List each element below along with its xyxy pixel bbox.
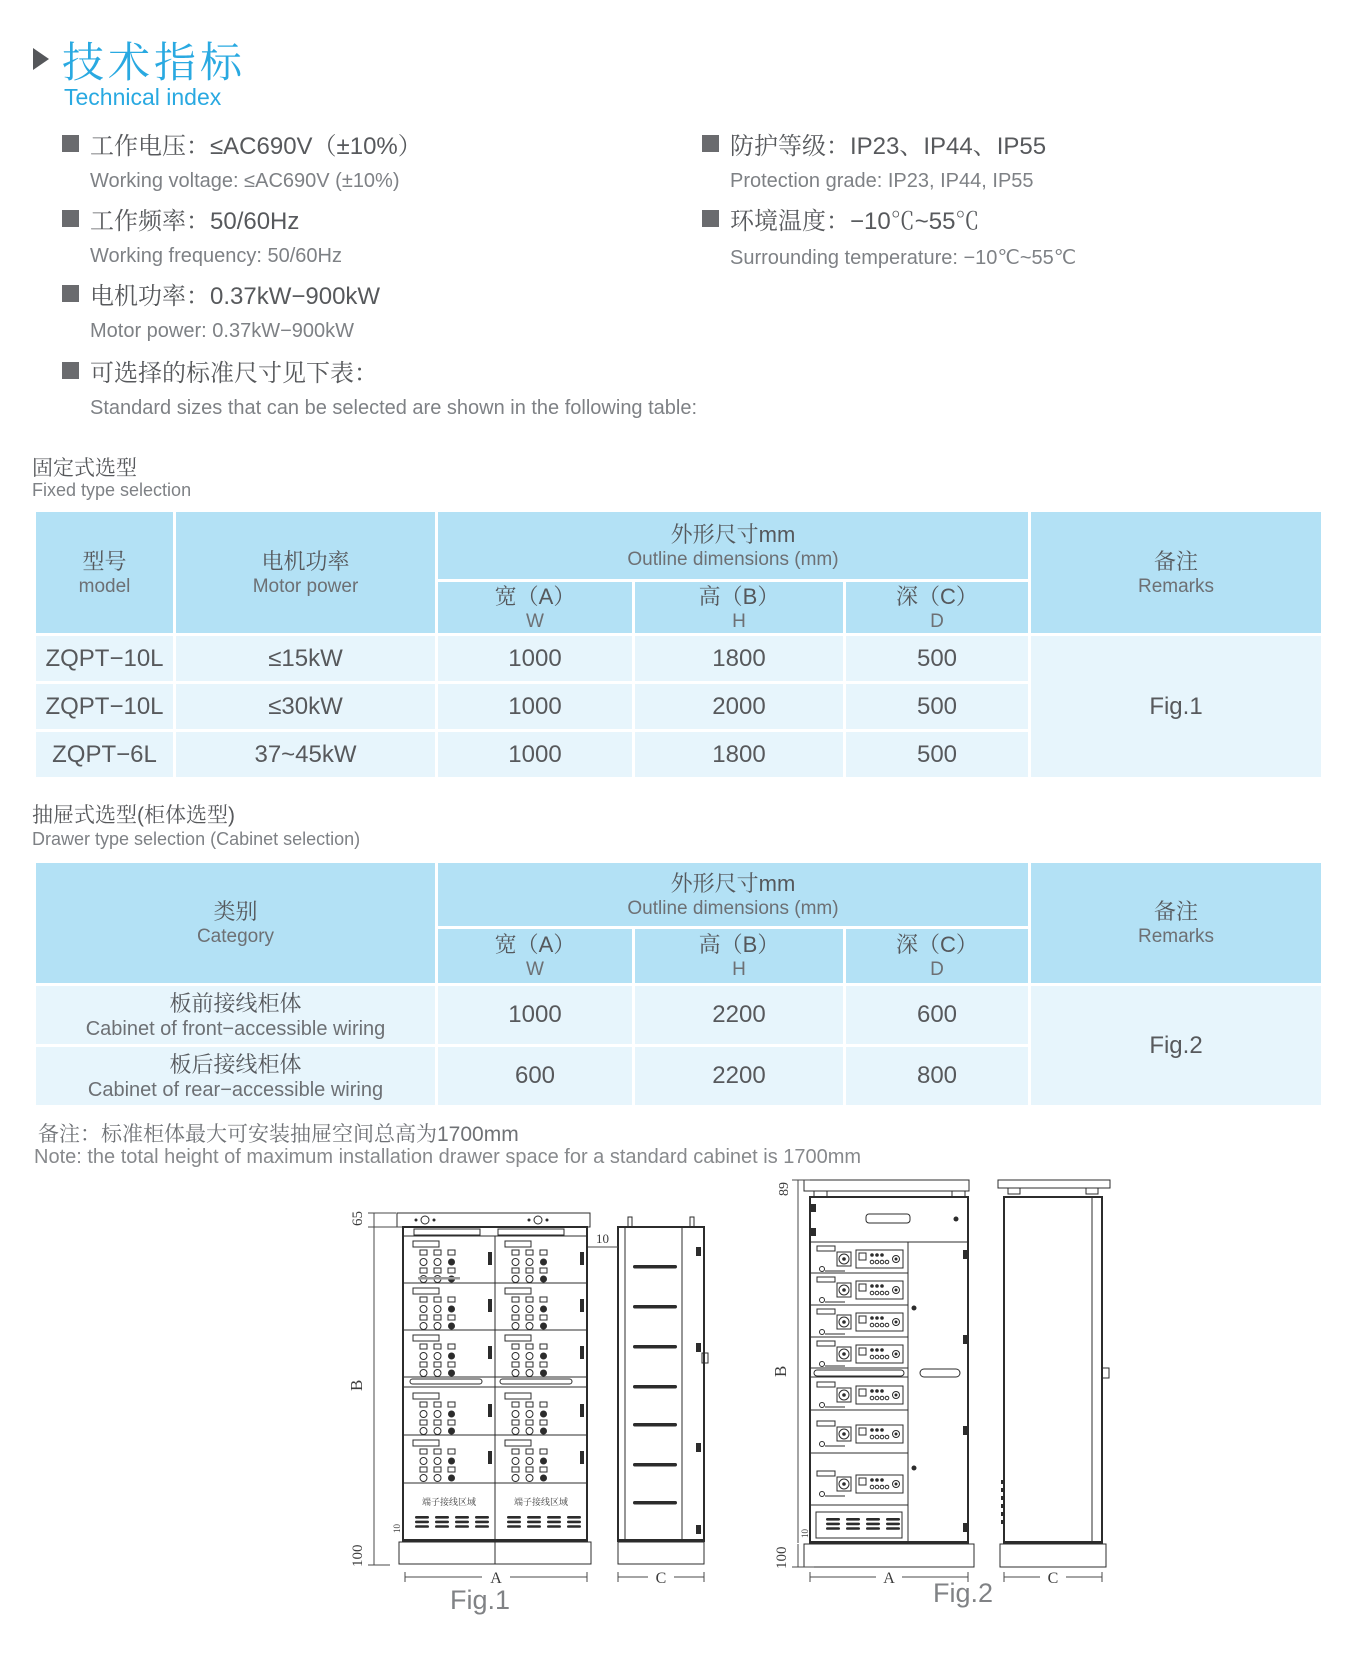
- spec-en: Standard sizes that can be selected are shown in the following table:: [90, 397, 698, 419]
- drawer-table-label-zh: 抽屉式选型(柜体选型): [32, 804, 235, 827]
- col-header-outline-dimensions: 外形尺寸mm Outline dimensions (mm): [437, 862, 1030, 928]
- tiny-nameplate-mark: [418, 1277, 460, 1280]
- cell-power: ≤30kW: [175, 683, 437, 731]
- cell-depth: 800: [845, 1046, 1030, 1107]
- cell-height: 1800: [634, 731, 845, 779]
- cell-depth: 500: [845, 731, 1030, 779]
- cell-width: 1000: [437, 683, 634, 731]
- cell-remarks: Fig.2: [1030, 985, 1323, 1107]
- cell-height: 1800: [634, 635, 845, 683]
- page-title-zh: 技术指标: [62, 39, 247, 86]
- square-bullet-icon: [702, 135, 719, 152]
- cell-height: 2200: [634, 1046, 845, 1107]
- spec-surrounding-temperature: [702, 201, 1076, 270]
- note-en: Note: the total height of maximum installation drawer space for a standard cabinet is 1700mm: [34, 1146, 862, 1168]
- square-bullet-icon: [62, 362, 79, 379]
- fig1-front-view: [397, 1213, 591, 1564]
- dim-label-C: C: [655, 1570, 667, 1587]
- spec-protection-grade: [702, 126, 1046, 193]
- dim-label-89: 89: [777, 1182, 792, 1196]
- col-header-outline-dimensions: 外形尺寸mm Outline dimensions (mm): [437, 511, 1030, 581]
- cell-category: 板后接线柜体 Cabinet of rear−accessible wiring: [35, 1046, 437, 1107]
- fig2-dimensions: [771, 1180, 1102, 1587]
- dim-label-B: B: [347, 1379, 366, 1391]
- drawer-type-table: [33, 860, 1324, 1108]
- square-bullet-icon: [62, 135, 79, 152]
- cell-height: 2000: [634, 683, 845, 731]
- cell-power: ≤15kW: [175, 635, 437, 683]
- spec-zh: 电机功率：0.37kW−900kW: [90, 283, 381, 310]
- col-header-motor-power: 电机功率 Motor power: [175, 511, 437, 635]
- col-header-depth: 深（C） D: [845, 928, 1030, 985]
- fig2-front-view: [804, 1180, 974, 1567]
- col-header-height: 高（B） H: [634, 928, 845, 985]
- drawer-table-label-en: Drawer type selection (Cabinet selection): [32, 829, 361, 849]
- fig2-caption: Fig.2: [932, 1578, 994, 1608]
- spec-en: Motor power: 0.37kW−900kW: [90, 320, 354, 342]
- cell-model: ZQPT−6L: [35, 731, 175, 779]
- spec-table-intro: [62, 353, 697, 420]
- cell-model: ZQPT−10L: [35, 635, 175, 683]
- fixed-table-label-en: Fixed type selection: [32, 480, 192, 500]
- square-bullet-icon: [62, 210, 79, 227]
- fixed-type-table: [33, 509, 1324, 780]
- note-zh: 备注：标准柜体最大可安装抽屉空间总高为1700mm: [38, 1123, 519, 1146]
- fig1-drawing: [330, 1195, 730, 1595]
- spec-en: Working frequency: 50/60Hz: [90, 245, 342, 267]
- terminal-area-label: 端子接线区域: [513, 1497, 569, 1507]
- spec-zh: 防护等级：IP23、IP44、IP55: [730, 133, 1047, 160]
- col-header-model: 型号 model: [35, 511, 175, 635]
- fixed-table-label-zh: 固定式选型: [32, 457, 137, 480]
- cell-power: 37~45kW: [175, 731, 437, 779]
- cell-height: 2200: [634, 985, 845, 1046]
- spec-zh: 工作电压：≤AC690V（±10%）: [90, 133, 422, 160]
- dim-label-C: C: [1047, 1570, 1059, 1587]
- dim-label-A: A: [490, 1570, 502, 1587]
- col-header-category: 类别 Category: [35, 862, 437, 985]
- square-bullet-icon: [62, 285, 79, 302]
- col-header-width: 宽（A） W: [437, 581, 634, 635]
- door-handle: [1102, 1368, 1109, 1378]
- cell-width: 600: [437, 1046, 634, 1107]
- cell-remarks: Fig.1: [1030, 635, 1323, 779]
- spec-zh: 可选择的标准尺寸见下表：: [90, 360, 378, 387]
- page-title-en: Technical index: [64, 84, 222, 110]
- dim-label-65: 65: [350, 1211, 366, 1226]
- cell-category: 板前接线柜体 Cabinet of front−accessible wiring: [35, 985, 437, 1046]
- spec-en: Protection grade: IP23, IP44, IP55: [730, 170, 1034, 192]
- spec-en: Surrounding temperature: −10℃~55℃: [730, 247, 1077, 269]
- col-header-width: 宽（A） W: [437, 928, 634, 985]
- fig2-side-view: [998, 1180, 1110, 1567]
- table-row: [35, 985, 1323, 1046]
- terminal-area-label: 端子接线区域: [421, 1497, 477, 1507]
- cell-width: 1000: [437, 731, 634, 779]
- dim-label-10-top: 10: [596, 1231, 609, 1246]
- cell-depth: 600: [845, 985, 1030, 1046]
- section-arrow-icon: [33, 48, 49, 70]
- door-handle: [920, 1369, 960, 1377]
- spec-en: Working voltage: ≤AC690V (±10%): [90, 170, 400, 192]
- cell-model: ZQPT−10L: [35, 683, 175, 731]
- square-bullet-icon: [702, 210, 719, 227]
- fig2-drawing: [770, 1140, 1170, 1600]
- dim-label-A: A: [883, 1570, 895, 1587]
- col-header-height: 高（B） H: [634, 581, 845, 635]
- spec-working-voltage: [62, 126, 422, 193]
- dim-label-B: B: [771, 1365, 790, 1377]
- spec-working-frequency: [62, 201, 342, 268]
- cell-depth: 500: [845, 635, 1030, 683]
- cell-width: 1000: [437, 985, 634, 1046]
- fig1-caption: Fig.1: [449, 1585, 511, 1615]
- dim-label-10-plinth: 10: [800, 1529, 810, 1538]
- spec-zh: 工作频率：50/60Hz: [90, 208, 300, 235]
- table-row: [35, 635, 1323, 683]
- col-header-remarks: 备注 Remarks: [1030, 862, 1323, 985]
- dim-label-10-plinth: 10: [392, 1524, 402, 1533]
- col-header-remarks: 备注 Remarks: [1030, 511, 1323, 635]
- dim-label-100: 100: [774, 1546, 790, 1569]
- fig1-side-view: [618, 1217, 708, 1564]
- spec-motor-power: [62, 276, 380, 343]
- col-header-depth: 深（C） D: [845, 581, 1030, 635]
- cell-width: 1000: [437, 635, 634, 683]
- spec-zh: 环境温度：−10℃~55℃: [730, 208, 980, 235]
- dim-label-100: 100: [350, 1544, 366, 1567]
- cell-depth: 500: [845, 683, 1030, 731]
